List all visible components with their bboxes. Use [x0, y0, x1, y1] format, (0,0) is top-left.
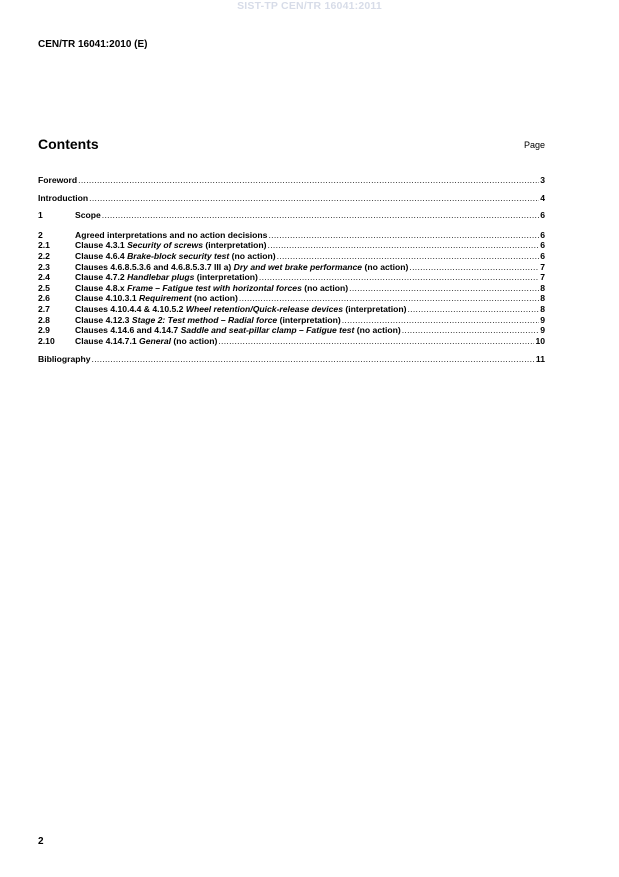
- document-id: CEN/TR 16041:2010 (E): [38, 39, 148, 50]
- toc-entry-number: 2.7: [38, 303, 50, 314]
- toc-entry[interactable]: [38, 262, 545, 273]
- toc-entry[interactable]: [38, 336, 545, 347]
- toc-entry-number: 2: [38, 229, 43, 240]
- page-number: 2: [38, 836, 44, 847]
- toc-dot-leader: [342, 315, 540, 326]
- toc-entry-title: Clause 4.12.3 Stage 2: Test method – Radial force (interpretation): [75, 314, 341, 325]
- toc-entry[interactable]: [38, 210, 545, 221]
- toc-entry[interactable]: [38, 325, 545, 336]
- toc-entry[interactable]: [38, 193, 545, 204]
- toc-entry-page: 9: [540, 314, 545, 325]
- toc-entry-page: 6: [540, 240, 545, 251]
- toc-dot-leader: [92, 354, 535, 365]
- toc-entry-number: 1: [38, 210, 43, 221]
- toc-entry-number: 2.1: [38, 240, 50, 251]
- toc-entry-number: 2.8: [38, 314, 50, 325]
- toc-entry-page: 3: [540, 175, 545, 185]
- toc-entry-number: 2.5: [38, 282, 50, 293]
- toc-entry[interactable]: [38, 354, 545, 365]
- toc-dot-leader: [239, 293, 539, 304]
- toc-entry-page: 11: [535, 354, 545, 365]
- toc-dot-leader: [407, 304, 539, 315]
- toc-entry-title: Scope: [75, 210, 101, 221]
- toc-entry-title: Clauses 4.6.8.5.3.6 and 4.6.8.5.3.7 III a) Dry and wet brake performance (no action): [75, 261, 409, 272]
- toc-entry-page: 10: [535, 335, 545, 346]
- page-column-label: Page: [523, 140, 545, 150]
- toc-entry-title: Clauses 4.10.4.4 & 4.10.5.2 Wheel retention/Quick-release devices (interpretation): [75, 303, 407, 314]
- toc-entry[interactable]: [38, 251, 545, 262]
- toc-entry-title: Bibliography: [38, 354, 91, 365]
- toc-entry-title: Clause 4.14.7.1 General (no action): [75, 335, 218, 346]
- toc-entry-page: 6: [540, 250, 545, 261]
- toc-dot-leader: [268, 230, 539, 241]
- toc-entry[interactable]: [38, 283, 545, 294]
- toc-entry-title: Clause 4.8.x Frame – Fatigue test with horizontal forces (no action): [75, 282, 349, 293]
- toc-dot-leader: [78, 175, 539, 186]
- toc-entry[interactable]: [38, 272, 545, 283]
- toc-entry[interactable]: [38, 230, 545, 241]
- toc-entry-number: 2.2: [38, 250, 50, 261]
- toc-entry-title: Agreed interpretations and no action decisions: [75, 229, 268, 240]
- toc-entry-title: Clause 4.3.1 Security of screws (interpretation): [75, 240, 267, 251]
- toc-dot-leader: [259, 272, 539, 283]
- toc-dot-leader: [409, 262, 539, 273]
- toc-entry-number: 2.4: [38, 272, 50, 283]
- toc-entry-page: 6: [540, 210, 545, 221]
- toc-dot-leader: [89, 193, 539, 204]
- contents-title: Contents: [38, 136, 99, 152]
- toc-entry[interactable]: [38, 175, 545, 186]
- toc-dot-leader: [218, 336, 534, 347]
- toc-entry-page: 4: [540, 192, 545, 203]
- toc-entry-number: 2.6: [38, 293, 50, 304]
- toc-entry-page: 7: [540, 272, 545, 283]
- toc-dot-leader: [349, 283, 539, 294]
- toc-entry[interactable]: [38, 304, 545, 315]
- toc-entry-number: 2.3: [38, 261, 50, 272]
- toc-entry-page: 6: [540, 229, 545, 240]
- toc-entry-title: Foreword: [38, 175, 78, 185]
- toc-dot-leader: [277, 251, 540, 262]
- toc-entry-title: Clauses 4.14.6 and 4.14.7 Saddle and seat-pillar clamp – Fatigue test (no action): [75, 325, 401, 336]
- toc-entry-page: 8: [540, 282, 545, 293]
- toc-entry[interactable]: [38, 293, 545, 304]
- toc-entry-number: 2.9: [38, 325, 50, 336]
- table-of-contents: [38, 175, 545, 365]
- toc-entry-page: 8: [540, 303, 545, 314]
- watermark: SIST-TP CEN/TR 16041:2011: [237, 0, 382, 12]
- toc-entry-title: Clause 4.10.3.1 Requirement (no action): [75, 293, 238, 304]
- toc-dot-leader: [102, 210, 539, 221]
- toc-entry-title: Clause 4.6.4 Brake-block security test (no action): [75, 250, 276, 261]
- toc-entry[interactable]: [38, 315, 545, 326]
- toc-dot-leader: [402, 325, 539, 336]
- toc-entry-title: Clause 4.7.2 Handlebar plugs (interpretation): [75, 272, 258, 283]
- toc-entry-page: 8: [540, 293, 545, 304]
- toc-dot-leader: [268, 240, 540, 251]
- toc-entry-title: Introduction: [38, 192, 89, 203]
- toc-entry-number: 2.10: [38, 335, 55, 346]
- toc-entry[interactable]: [38, 240, 545, 251]
- toc-entry-page: 7: [540, 261, 545, 272]
- toc-entry-page: 9: [540, 325, 545, 336]
